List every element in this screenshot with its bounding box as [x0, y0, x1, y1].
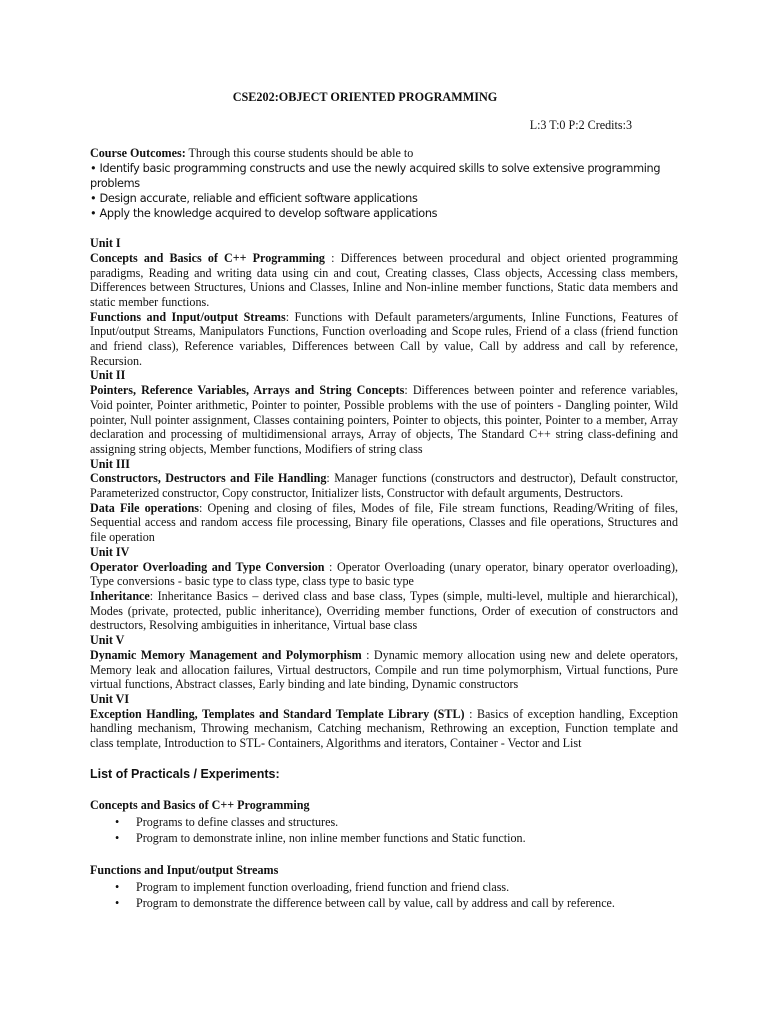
unit-topic [90, 471, 678, 500]
topic-separator: : [199, 500, 208, 515]
outcomes-label: Course Outcomes: [90, 146, 186, 161]
outcome-item: • Design accurate, reliable and efficient software applications [90, 192, 418, 206]
topic-title: Concepts and Basics of C++ Programming [90, 250, 325, 265]
unit-topic [90, 707, 678, 751]
practicals-heading: List of Practicals / Experiments: [90, 766, 280, 781]
unit-heading: Unit I [90, 236, 121, 251]
topic-text: Inheritance Basics – derived class and base class, Types (simple, multi-level, multiple and hierarchical), Modes (private, protected, public inheritance), Overriding member functions, Order of execution of constructors and destructors, Resolving ambiguities in inheritance, Virtual base class [90, 588, 678, 633]
practical-group [90, 798, 678, 846]
list-item: • Program to demonstrate the difference between call by value, call by address and call by reference. [115, 896, 678, 912]
topic-text: Differences between pointer and reference variables, Void pointer, Pointer arithmetic, Pointer to pointer, Possible problems with the use of pointers - Dangling pointer, Wild pointer, Null pointer assignment, Classes containing pointers, Pointer to objects, this pointer, Pointer to a member, Array declaration and processing of multidimensional arrays, Array of objects, The Standard C++ string class-defining and assigning string objects, Member functions, Modifiers of string class [90, 383, 678, 456]
topic-separator: : [324, 250, 341, 265]
course-title: CSE202:OBJECT ORIENTED PROGRAMMING [232, 90, 498, 104]
topic-text: Opening and closing of files, Modes of file, File stream functions, Reading/Writing of files, Sequential access and random access file processing, Binary file operations, Classes and file operations, Structures and file operation [90, 500, 678, 545]
topic-separator: : [149, 588, 158, 603]
list-item: • Programs to define classes and structures. [115, 815, 678, 831]
topic-title: Operator Overloading and Type Conversion [90, 559, 325, 574]
unit-topic [90, 383, 678, 457]
topic-text: Dynamic memory allocation using new and delete operators, Memory leak and allocation failures, Virtual destructors, Compile and run time polymorphism, Virtual functions, Pure virtual functions, Abstract classes, Early binding and late binding, Dynamic constructors [90, 647, 678, 692]
topic-text: Functions with Default parameters/arguments, Inline Functions, Features of Input/output Streams, Manipulators Functions, Function overloading and Scope rules, Friend of a class (friend function and friend class), Reference variables, Differences between Call by value, Call by address and call by reference, Recursion. [90, 309, 678, 368]
list-item: • Program to demonstrate inline, non inline member functions and Static function. [115, 831, 678, 847]
topic-separator: : [285, 309, 295, 324]
unit-topic [90, 648, 678, 692]
unit-heading: Unit II [90, 368, 126, 383]
unit-topic [90, 589, 678, 633]
unit-topic [90, 251, 678, 310]
unit-heading: Unit VI [90, 691, 130, 706]
unit-topic [90, 560, 678, 589]
topic-title: Inheritance [90, 588, 150, 603]
outcome-item: • Identify basic programming constructs and use the newly acquired skills to solve extensive programming problems [90, 162, 661, 191]
topic-text: Operator Overloading (unary operator, binary operator overloading), Type conversions - basic type to class type, class type to basic type [90, 559, 678, 589]
topic-separator: : [326, 471, 335, 486]
topic-separator: : [361, 647, 374, 662]
practical-group-title: Functions and Input/output Streams [90, 863, 279, 878]
unit-topic [90, 501, 678, 545]
topic-text: Basics of exception handling, Exception handling mechanism, Throwing mechanism, Catching mechanism, Rethrowing an exception, Function template and class template, Introduction to STL- Containers, Algorithms and iterators, Container - Vector and List [90, 706, 678, 751]
unit-heading: Unit IV [90, 544, 130, 559]
outcome-item: • Apply the knowledge acquired to develop software applications [90, 207, 438, 221]
unit-topic [90, 310, 678, 369]
topic-separator: : [324, 559, 337, 574]
topic-title: Functions and Input/output Streams [90, 309, 286, 324]
practical-group [90, 863, 678, 911]
topic-title: Exception Handling, Templates and Standard Template Library (STL) [90, 706, 465, 721]
topic-separator: : [464, 706, 477, 721]
topic-title: Pointers, Reference Variables, Arrays and String Concepts [90, 383, 405, 398]
topic-text: Manager functions (constructors and destructor), Default constructor, Parameterized constructor, Copy constructor, Initializer lists, Constructor with default arguments, Destructors. [90, 471, 678, 501]
syllabus-page [90, 90, 678, 911]
course-credits: L:3 T:0 P:2 Credits:3 [529, 117, 632, 132]
units-section [90, 236, 678, 751]
practical-list [90, 880, 678, 911]
outcomes-intro: Through this course students should be able to [185, 146, 414, 161]
practical-list [90, 815, 678, 846]
unit-heading: Unit V [90, 633, 125, 648]
topic-title: Constructors, Destructors and File Handling [90, 471, 327, 486]
list-item: • Program to implement function overloading, friend function and friend class. [115, 880, 678, 896]
topic-title: Data File operations [90, 500, 199, 515]
unit-heading: Unit III [90, 456, 130, 471]
course-outcomes [90, 146, 678, 221]
topic-text: Differences between procedural and object oriented programming paradigms, Reading and writing data using cin and cout, Creating classes, Class objects, Accessing class members, Differences between Structures, Unions and Classes, Inline and Non-inline member functions, Static data members and static member functions. [90, 250, 678, 309]
topic-separator: : [404, 383, 413, 398]
practical-group-title: Concepts and Basics of C++ Programming [90, 798, 310, 813]
topic-title: Dynamic Memory Management and Polymorphism [90, 647, 362, 662]
